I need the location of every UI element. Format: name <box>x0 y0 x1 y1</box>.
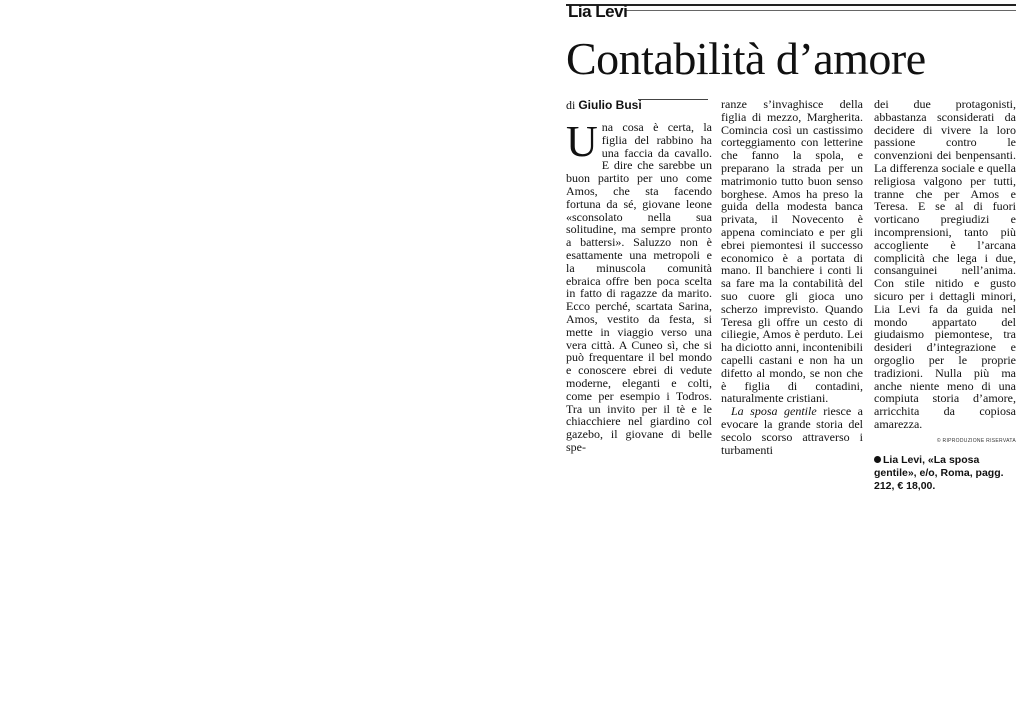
paragraph: dei due protagonisti, abbastanza sconsiderati da decidere di vivere la loro passione contro le convenzioni dei benpensanti. La differenza sociale e quella religiosa valgono per tutti, tranne che per Amos e Teresa. E se al di fuori vorticano pregiudizi e incomprensioni, tanto più accogliente è l’arcana complicità che lega i due, consanguinei nell’anima. Con stile nitido e gusto sicuro per i dettagli minori, Lia Levi fa da guida nel mondo appartato del giudaismo piemontese, tra desideri d’integrazione e orgoglio per le proprie tradizioni. Nulla più ma anche niente meno di una compiuta storia d’amore, arricchita da copiosa amarezza. <box>874 97 1016 431</box>
drop-cap: U <box>566 117 598 166</box>
top-rule <box>566 4 1016 6</box>
article-column-1 <box>566 117 712 454</box>
article-column-3 <box>874 98 1016 493</box>
section-author: Lia Levi <box>568 2 628 21</box>
paragraph: ranze s’invaghisce della figlia di mezzo, Margherita. Comincia così un castissimo corteggiamento con letterine che fanno la spola, e preparano la strada per un matrimonio tutto buon senso borghese. Amos ha preso la guida della modesta banca privata, il Novecento è appena cominciato e per gli ebrei piemontesi il successo economico è a portata di mano. Il banchiere i conti li sa fare ma la contabilità del suo cuore gli gioca uno scherzo imprevisto. Quando Teresa gli offre un cesto di ciliegie, Amos è perduto. Lei ha diciotto anni, incontenibili capelli castani e non ha un difetto al mondo, se non che è figlia di contadini, naturalmente cristiani. <box>721 97 863 406</box>
byline-prefix: di <box>566 98 576 112</box>
paragraph <box>721 405 863 456</box>
book-info <box>874 454 1016 493</box>
paragraph-text: riesce a evocare la grande storia del secolo scorso attraverso i turbamenti <box>721 404 863 457</box>
copyright-notice: © RIPRODUZIONE RISERVATA <box>936 437 1016 444</box>
byline <box>566 98 642 113</box>
book-title: La sposa gentile <box>731 404 817 419</box>
byline-rule <box>638 99 708 100</box>
paragraph <box>566 117 712 454</box>
top-rule-thin <box>626 10 1016 11</box>
book-info-text: Lia Levi, «La sposa gentile», e/o, Roma, pagg. 212, € 18,00. <box>874 453 1004 492</box>
bullet-icon <box>874 456 881 463</box>
newspaper-clipping <box>566 0 1016 492</box>
headline: Contabilità d’amore <box>566 33 926 84</box>
byline-name: Giulio Busi <box>578 98 642 112</box>
paragraph-text: na cosa è certa, la figlia del rabbino ha una faccia da cavallo. E dire che sarebbe un buon partito per uno come Amos, che sta facendo fortuna da sé, giovane leone «sconsolato nella sua solitudine, ma sempre pronto a battersi». Saluzzo non è esattamente una metropoli e la minuscola comunità ebraica offre ben poca scelta in fatto di ragazze da marito. Ecco perché, scartata Sarina, Amos, vestito da festa, si mette in viaggio verso una vera città. A Cuneo sì, che si può frequentare il bel mondo e conoscere ebrei di vedute moderne, eleganti e colti, come per esempio i Todros. Tra un invito per il tè e le chiacchiere nel giardino col gazebo, il giovane di belle spe- <box>566 120 712 454</box>
article-column-2 <box>721 98 863 456</box>
